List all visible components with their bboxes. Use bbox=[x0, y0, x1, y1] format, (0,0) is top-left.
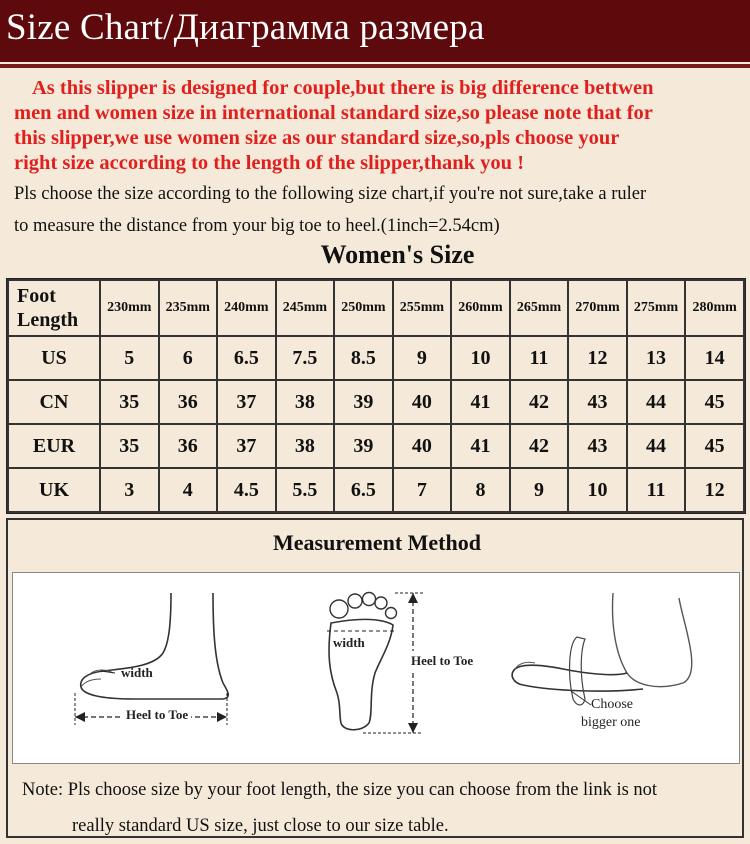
header-banner bbox=[0, 0, 750, 62]
choose-label: Choose bbox=[591, 697, 633, 712]
size-cell: 4 bbox=[159, 468, 218, 512]
size-cell: 41 bbox=[451, 380, 510, 424]
size-cell: 43 bbox=[568, 424, 627, 468]
size-cell: 7.5 bbox=[276, 336, 335, 380]
size-cell: 8.5 bbox=[334, 336, 393, 380]
size-cell: 10 bbox=[568, 468, 627, 512]
size-row-uk bbox=[8, 468, 744, 512]
size-cell: 5.5 bbox=[276, 468, 335, 512]
length-header-cell: 230mm bbox=[100, 280, 159, 336]
warning-line: men and women size in international standard size,so please note that for bbox=[14, 102, 653, 124]
size-cell: 6.5 bbox=[217, 336, 276, 380]
size-cell: 44 bbox=[627, 380, 686, 424]
size-cell: 6.5 bbox=[334, 468, 393, 512]
length-header-cell: 255mm bbox=[393, 280, 452, 336]
length-header-cell: 235mm bbox=[159, 280, 218, 336]
size-cell: 14 bbox=[685, 336, 744, 380]
length-header-cell: 250mm bbox=[334, 280, 393, 336]
side-foot-icon bbox=[63, 573, 263, 763]
foot-length-header-text: Length bbox=[17, 309, 79, 331]
size-row-label: US bbox=[8, 336, 100, 380]
sole-illustration bbox=[303, 573, 503, 763]
size-table bbox=[6, 278, 746, 514]
size-cell: 11 bbox=[510, 336, 569, 380]
warning-line: As this slipper is designed for couple,but there is big difference bettwen bbox=[32, 77, 654, 99]
size-cell: 10 bbox=[451, 336, 510, 380]
size-cell: 4.5 bbox=[217, 468, 276, 512]
size-cell: 36 bbox=[159, 424, 218, 468]
instructions bbox=[14, 178, 746, 242]
side-foot-illustration bbox=[63, 573, 263, 763]
size-cell: 3 bbox=[100, 468, 159, 512]
size-row-label: CN bbox=[8, 380, 100, 424]
size-cell: 44 bbox=[627, 424, 686, 468]
size-cell: 8 bbox=[451, 468, 510, 512]
size-table-title: Women's Size bbox=[320, 240, 475, 269]
measurement-illustrations bbox=[12, 572, 740, 764]
size-cell: 35 bbox=[100, 380, 159, 424]
size-cell: 42 bbox=[510, 380, 569, 424]
size-row-eur bbox=[8, 424, 744, 468]
size-row-us bbox=[8, 336, 744, 380]
size-cell: 43 bbox=[568, 380, 627, 424]
size-row-label: UK bbox=[8, 468, 100, 512]
size-cell: 45 bbox=[685, 424, 744, 468]
warning-line: right size according to the length of the slipper,thank you ! bbox=[14, 152, 525, 174]
size-cell: 36 bbox=[159, 380, 218, 424]
length-header-cell: 260mm bbox=[451, 280, 510, 336]
size-row-label: EUR bbox=[8, 424, 100, 468]
size-cell: 6 bbox=[159, 336, 218, 380]
side-foot-width-label: width bbox=[121, 665, 153, 680]
measurement-title: Measurement Method bbox=[273, 530, 481, 555]
size-cell: 41 bbox=[451, 424, 510, 468]
length-header-cell: 240mm bbox=[217, 280, 276, 336]
size-cell: 37 bbox=[217, 380, 276, 424]
instruction-line: to measure the distance from your big toe to heel.(1inch=2.54cm) bbox=[14, 216, 500, 236]
header-divider bbox=[0, 64, 750, 68]
length-header-cell: 245mm bbox=[276, 280, 335, 336]
page-title: Size Chart/Диаграмма размера bbox=[6, 7, 485, 48]
length-header-cell: 270mm bbox=[568, 280, 627, 336]
length-header-cell: 280mm bbox=[685, 280, 744, 336]
size-cell: 38 bbox=[276, 380, 335, 424]
size-cell: 38 bbox=[276, 424, 335, 468]
size-cell: 12 bbox=[568, 336, 627, 380]
measurement-section bbox=[6, 518, 744, 838]
instruction-line: Pls choose the size according to the following size chart,if you're not sure,take a ruler bbox=[14, 184, 647, 204]
sole-width-label: width bbox=[333, 635, 365, 650]
warning-line: this slipper,we use women size as our standard size,so,pls choose your bbox=[14, 127, 620, 149]
note-line: really standard US size, just close to our size table. bbox=[72, 816, 449, 836]
size-cell: 40 bbox=[393, 424, 452, 468]
size-cell: 35 bbox=[100, 424, 159, 468]
side-foot-length-label: Heel to Toe bbox=[123, 707, 191, 723]
size-cell: 39 bbox=[334, 380, 393, 424]
foot-in-slipper-icon bbox=[493, 573, 733, 763]
foot-length-header-text: Foot bbox=[17, 285, 56, 307]
size-cell: 12 bbox=[685, 468, 744, 512]
foot-length-header bbox=[8, 280, 100, 336]
size-cell: 39 bbox=[334, 424, 393, 468]
note-line: Note: Pls choose size by your foot length, the size you can choose from the link is not bbox=[22, 780, 658, 800]
size-cell: 9 bbox=[510, 468, 569, 512]
size-cell: 40 bbox=[393, 380, 452, 424]
size-cell: 45 bbox=[685, 380, 744, 424]
size-cell: 11 bbox=[627, 468, 686, 512]
size-cell: 5 bbox=[100, 336, 159, 380]
size-cell: 9 bbox=[393, 336, 452, 380]
length-header-cell: 275mm bbox=[627, 280, 686, 336]
size-table-header-row bbox=[8, 280, 744, 336]
size-cell: 13 bbox=[627, 336, 686, 380]
sole-length-label: Heel to Toe bbox=[409, 651, 475, 671]
size-note bbox=[22, 772, 742, 844]
size-cell: 37 bbox=[217, 424, 276, 468]
slipper-fit-illustration bbox=[493, 573, 733, 763]
length-header-cell: 265mm bbox=[510, 280, 569, 336]
bigger-one-label: bigger one bbox=[581, 715, 641, 730]
size-cell: 42 bbox=[510, 424, 569, 468]
warning-notice bbox=[14, 76, 746, 176]
size-row-cn bbox=[8, 380, 744, 424]
size-cell: 7 bbox=[393, 468, 452, 512]
